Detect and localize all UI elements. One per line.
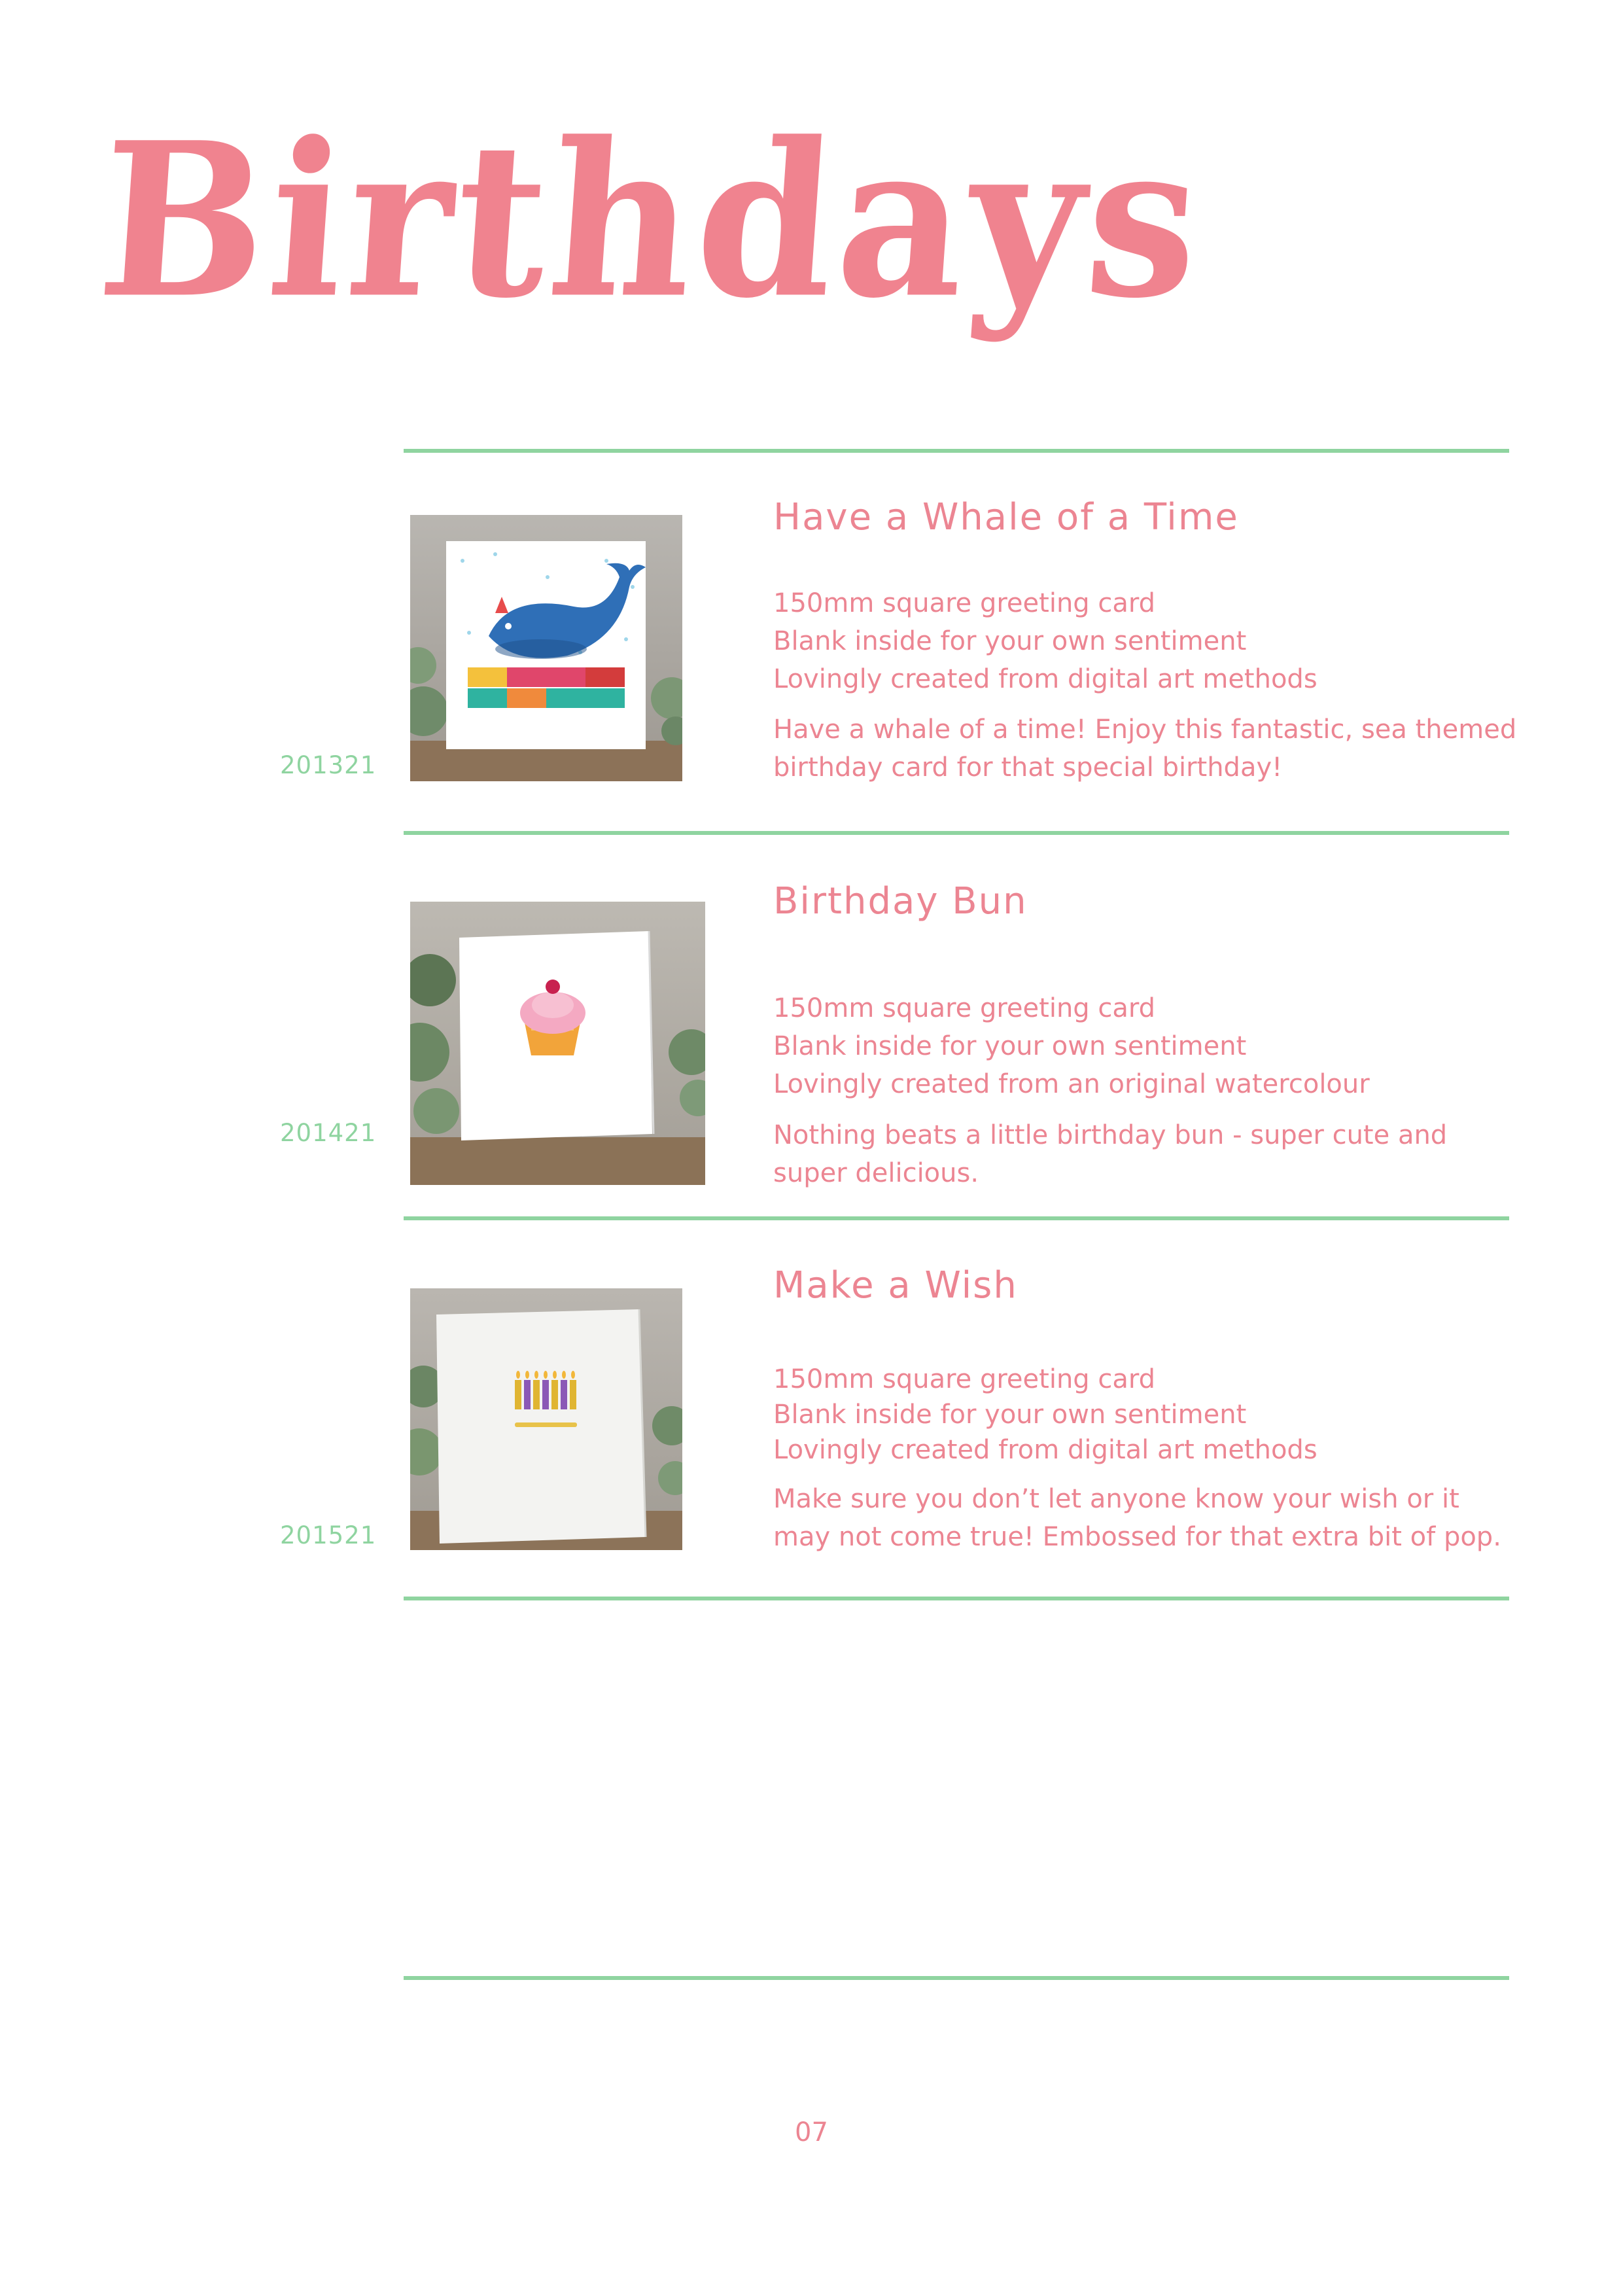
product-spec: Blank inside for your own sentiment [773,1400,1247,1430]
divider [404,449,1509,453]
product-spec: 150mm square greeting card [773,588,1156,618]
divider [404,1216,1509,1220]
product-description: Make sure you don’t let anyone know your wish or it may not come true! Embossed for that extra bit of pop. [773,1484,1501,1552]
product-photo-candles-card [410,1288,682,1550]
divider [404,831,1509,835]
product-title: Birthday Bun [773,880,1028,923]
product-title: Make a Wish [773,1264,1018,1307]
product-sku: 201421 [280,1119,377,1147]
product-spec: Lovingly created from an original watercolour [773,1069,1370,1099]
product-title: Have a Whale of a Time [773,496,1239,539]
product-spec: Blank inside for your own sentiment [773,1031,1247,1061]
divider [404,1597,1509,1600]
divider [404,1976,1509,1980]
product-description: Have a whale of a time! Enjoy this fantastic, sea themed birthday card for that special birthday! [773,715,1517,783]
product-photo-cupcake-card [410,902,705,1185]
product-sku: 201321 [280,751,377,779]
product-spec: 150mm square greeting card [773,993,1156,1023]
product-description: Nothing beats a little birthday bun - super cute and super delicious. [773,1120,1448,1188]
product-spec: Blank inside for your own sentiment [773,626,1247,656]
product-spec: Lovingly created from digital art methods [773,1435,1318,1465]
product-sku: 201521 [280,1521,377,1549]
product-spec: Lovingly created from digital art methods [773,664,1318,694]
product-photo-whale-card [410,515,682,781]
product-spec: 150mm square greeting card [773,1364,1156,1394]
page-number: 07 [795,2117,828,2147]
page-title: Birthdays [92,95,1211,345]
